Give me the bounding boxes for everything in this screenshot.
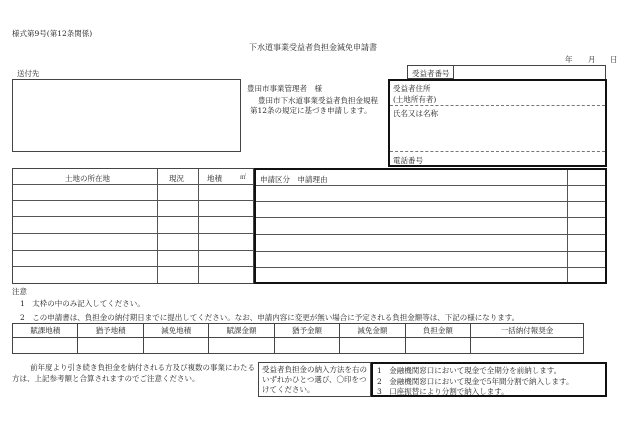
amount-cell xyxy=(209,338,274,354)
date-day-label: 日 xyxy=(610,55,618,64)
amount-header: 減免金額 xyxy=(340,324,405,338)
beneficiary-number-field[interactable] xyxy=(454,65,606,79)
beneficiary-number-label: 受益者番号 xyxy=(412,69,450,78)
address-label: 受益者住所 xyxy=(393,84,431,93)
col-status-label: 現況 xyxy=(169,174,184,183)
beneficiary-number-label-cell xyxy=(407,65,454,79)
amount-cell xyxy=(13,338,78,354)
application-statement: 豊田市下水道事業受益者負担金規程第12条の規定に基づき申請します。 xyxy=(250,96,378,115)
land-table-left xyxy=(12,168,254,284)
address-sub-label: (土地所有者) xyxy=(393,95,437,104)
addressee-name: 豊田市事業管理者 様 xyxy=(247,84,322,93)
payment-method-1[interactable]: 1 金融機関窓口において現金で全期分を前納します。 xyxy=(377,366,562,375)
amount-header: 猶予金額 xyxy=(274,324,339,338)
amount-cell xyxy=(78,338,143,354)
date-year-label: 年 xyxy=(565,55,573,64)
beneficiary-box xyxy=(388,79,607,167)
amount-header: 一括納付報奨金 xyxy=(471,324,584,338)
form-number: 様式第9号(第12条関係) xyxy=(12,29,93,38)
amount-cell xyxy=(405,338,470,354)
combined-amount-note: 前年度より引き続き負担金を納付される方及び複数の事業にわたる方は、上記参考額と合算されますのでご注意ください。 xyxy=(12,363,255,383)
amount-header: 賦課金額 xyxy=(209,324,274,338)
payment-method-prompt-box xyxy=(258,362,371,397)
payment-method-2[interactable]: 2 金融機関窓口において現金で5年間分割で納入します。 xyxy=(377,377,574,386)
name-divider xyxy=(390,151,605,152)
amount-cell xyxy=(340,338,405,354)
amount-header: 猶予地積 xyxy=(78,324,143,338)
amount-header: 減免地積 xyxy=(143,324,208,338)
payment-methods-box xyxy=(371,362,607,397)
amount-cell xyxy=(143,338,208,354)
note-2: 2 この申請書は、負担金の納付期日までに提出してください。なお、申請内容に変更が無い場合に予定される負担金額等は、下記の様になります。 xyxy=(20,313,520,322)
amount-cell xyxy=(471,338,584,354)
amount-table xyxy=(12,323,584,354)
col-reason-label: 申請区分 申請理由 xyxy=(260,175,328,184)
note-1: 1 太枠の中のみ記入してください。 xyxy=(20,299,145,308)
date-month-label: 月 xyxy=(588,55,596,64)
col-area-unit: ㎡ xyxy=(240,174,247,181)
col-area-label: 地積 xyxy=(207,174,222,183)
sender-box[interactable] xyxy=(12,79,241,152)
phone-label: 電話番号 xyxy=(393,156,423,165)
payment-method-prompt: 受益者負担金の納入方法を右のいずれかひとつ選び、〇印をつけてください。 xyxy=(262,365,367,394)
amount-header: 負担金額 xyxy=(405,324,470,338)
name-label: 氏名又は名称 xyxy=(393,109,438,118)
col-location-label: 土地の所在地 xyxy=(65,174,110,183)
payment-method-3[interactable]: 3 口座振替により分割で納入します。 xyxy=(377,387,509,396)
sender-label: 送付先 xyxy=(17,69,40,78)
notes-heading: 注意 xyxy=(12,287,27,296)
address-divider xyxy=(390,105,605,106)
amount-header: 賦課地積 xyxy=(13,324,78,338)
land-table-reason xyxy=(254,168,607,284)
form-title: 下水道事業受益者負担金減免申請書 xyxy=(249,43,377,52)
amount-cell xyxy=(274,338,339,354)
